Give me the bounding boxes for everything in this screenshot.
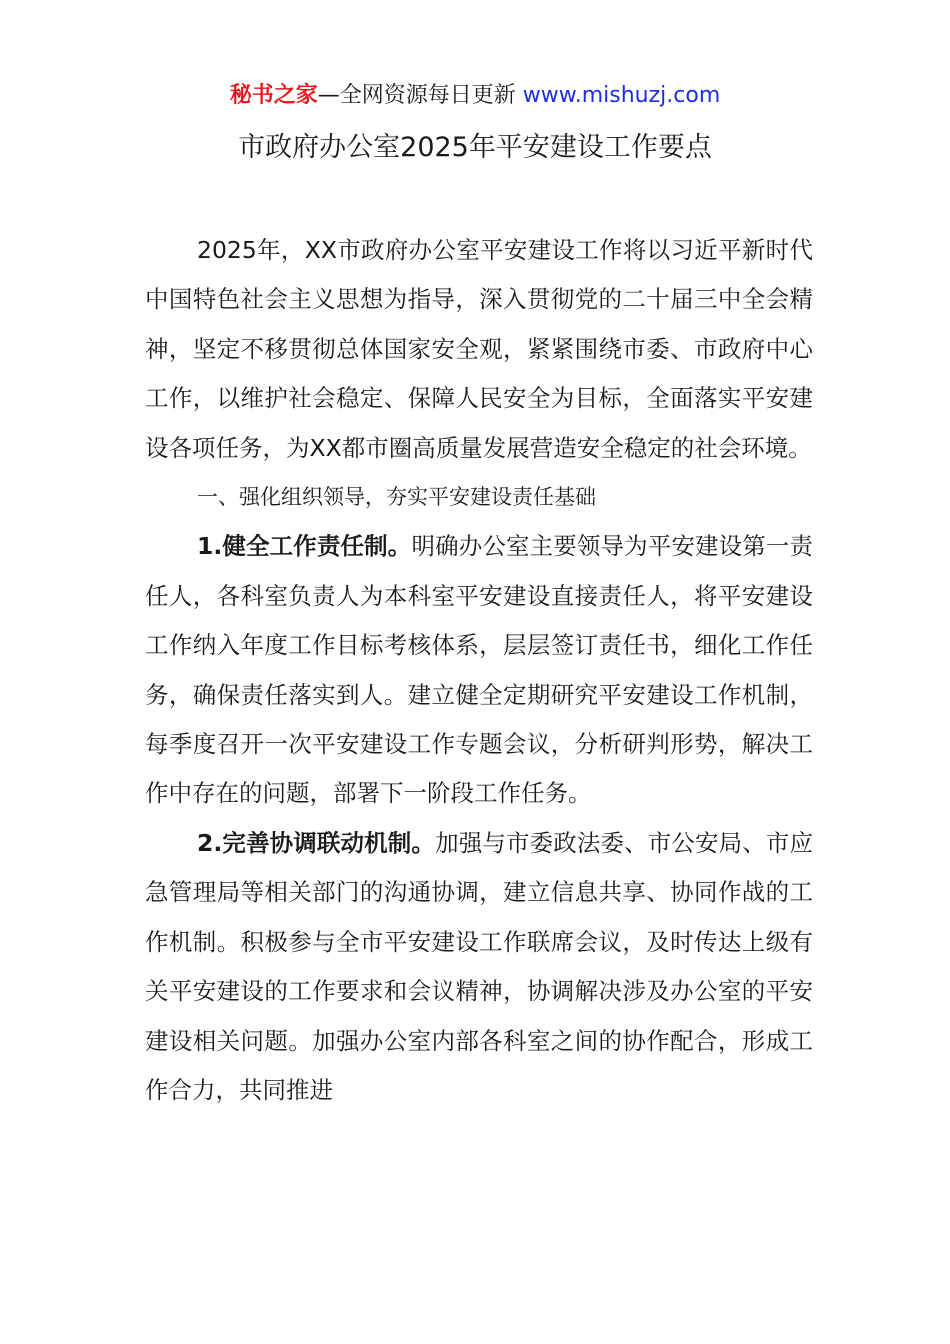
- paragraph-text: 加强与市委政法委、市公安局、市应急管理局等相关部门的沟通协调，建立信息共享、协同作战的工作机制。积极参与全市平安建设工作联席会议，及时传达上级有关平安建设的工作要求和会议精神，协调解决涉及办公室的平安建设相关问题。加强办公室内部各科室之间的协作配合，形成工作合力，共同推进: [145, 828, 814, 1104]
- item-lead: 1.健全工作责任制。: [197, 532, 412, 561]
- intro-paragraph: [145, 226, 813, 473]
- item-paragraph: [145, 522, 813, 818]
- document-body: [145, 226, 813, 1115]
- document-title: 市政府办公室2025年平安建设工作要点: [238, 132, 712, 163]
- site-url[interactable]: www.mishuzj.com: [522, 83, 721, 108]
- paragraph-text: 明确办公室主要领导为平安建设第一责任人，各科室负责人为本科室平安建设直接责任人，将平安建设工作纳入年度工作目标考核体系，层层签订责任书，细化工作任务，确保责任落实到人。建立健全定期研究平安建设工作机制，每季度召开一次平安建设工作专题会议，分析研判形势，解决工作中存在的问题，部署下一阶段工作任务。: [145, 532, 813, 808]
- site-header: [0, 80, 950, 112]
- item-paragraph: [145, 819, 813, 1115]
- brand-name: 秘书之家: [229, 83, 318, 108]
- header-tagline: —全网资源每日更新: [317, 83, 523, 108]
- section-heading: [145, 473, 813, 522]
- item-lead: 2.完善协调联动机制。: [197, 828, 436, 857]
- paragraph-text: 2025年，XX市政府办公室平安建设工作将以习近平新时代中国特色社会主义思想为指导，深入贯彻党的二十届三中全会精神，坚定不移贯彻总体国家安全观，紧紧围绕市委、市政府中心工作，以维护社会稳定、保障人民安全为目标，全面落实平安建设各项任务，为XX都市圈高质量发展营造安全稳定的社会环境。: [145, 236, 813, 462]
- section-heading-text: 一、强化组织领导，夯实平安建设责任基础: [197, 485, 596, 510]
